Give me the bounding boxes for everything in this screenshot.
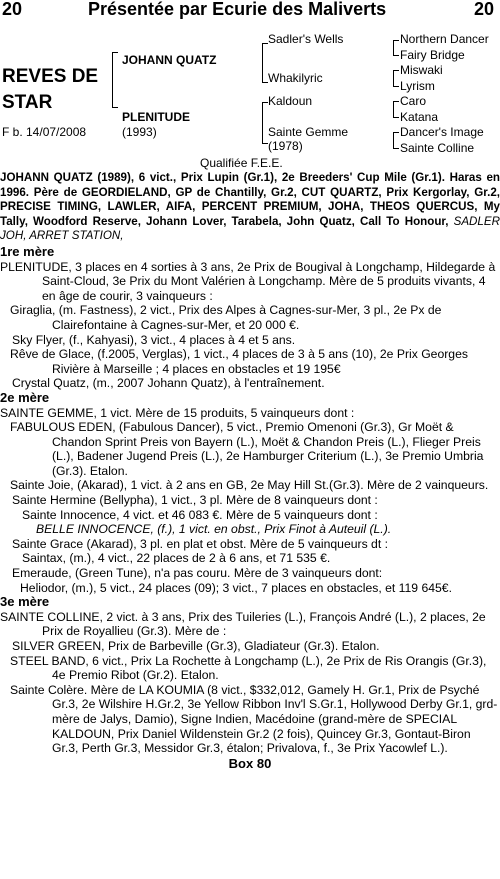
box-number: Box 80 [228,755,272,771]
pedigree-grandsire: Sadler's Wells [268,32,344,46]
pedigree-gg-6: Katana [400,110,439,124]
pedigree-dam: PLENITUDE [122,110,191,124]
pedigree-bracket-1 [393,40,399,56]
produce-item: Sainte Joie, (Akarad), 1 vict. à 2 ans en GB, 2e May Hill St.(Gr.3). Mère de 2 vainqueurs. [10,478,489,493]
pedigree-gg-3: Miswaki [400,63,443,77]
pedigree-gg-7: Dancer's Image [400,125,484,139]
produce-item: BELLE INNOCENCE, (f.), 1 vict. en obst., Prix Finot à Auteuil (L.). [36,522,392,537]
qualification: Qualifiée F.E.E. [200,156,283,170]
pedigree-granddam-year: (1978) [268,139,303,153]
lot-number-right: 20 [474,0,495,19]
produce-item: Sainte Hermine (Bellypha), 1 vict., 3 pl. Mère de 8 vainqueurs dont : [12,493,378,508]
produce-item: Sainte Innocence, 4 vict. et 46 083 €. Mère de 5 vainqueurs dont : [22,507,378,522]
produce-item: SILVER GREEN, Prix de Barbeville (Gr.3), Gladiateur (Gr.3). Etalon. [12,639,380,653]
horse-name-line1: REVES DE [2,66,99,87]
produce-item: FABULOUS EDEN, (Fabulous Dancer), 5 vict., Premio Omenoni (Gr.3), Gr Moët & Chandon Sprint Preis von Bayern (L.), Moët & Chandon Preis (L.), Flieger Preis (L.), Badener Jugend Preis (L.), 2e Hamburger Criterium (L.), 3e Premio Umbria (Gr.3). Etalon. [10,420,484,478]
pedigree-bracket-3 [393,101,399,118]
catalogue-body [0,171,500,771]
produce-item: Emeraude, (Green Tune), n'a pas couru. Mère de 3 vainqueurs dont: [12,566,383,581]
lot-number: 20 [2,0,23,19]
produce-item: Sainte Grace (Akarad), 3 pl. en plat et obst. Mère de 5 vainqueurs dt : [12,536,388,551]
pedigree-gg-4: Lyrism [400,79,435,93]
pedigree-bracket-2 [393,70,399,87]
pedigree-granddam: Sainte Gemme [268,125,349,139]
produce-item: Sky Flyer, (f., Kahyasi), 3 vict., 4 places à 4 et 5 ans. [12,332,296,347]
pedigree-sire: JOHANN QUATZ [122,53,217,67]
horse-birth: F b. 14/07/2008 [2,125,87,139]
sire-description: JOHANN QUATZ (1989), 6 vict., Prix Lupin (Gr.1), 2e Breeders' Cup Mile (Gr.1). Haras en 1996. Père de GEORDIELAND, GP de Chantilly, Gr.2, CUT QUARTZ, Prix Kergorlay, Gr.2, PRECISE TIMING, LAWLER, AIFA, PERCENT PREMIUM, JOHA, THEOS QUERCUS, My Tally, Woodford Reserve, Johann Lover, Tarabela, John Quatz, Call To Honour, SADLER JOH, ARRET STATION, [0,171,500,243]
pedigree-granddam-sire-side: Whakilyric [268,71,323,85]
produce-item: Crystal Quatz, (m., 2007 Johann Quatz), à l'entraînement. [12,376,325,391]
produce-item: Sainte Colère. Mère de LA KOUMIA (8 vict., $332,012, Gamely H. Gr.1, Prix de Psyché Gr.3, 2e Wilshire H.Gr.2, 3e Yellow Ribbon Inv'l S.Gr.1, Hollywood Derby Gr.1, grd-mère de Jalys, Damio), Signe Indien, Macédoine (grand-mère de SPECIAL KALDOUN, Prix Daniel Wildenstein Gr.2 (2 fois), Quincey Gr.3, Gontaut-Biron Gr.3, Perth Gr.3, Messidor Gr.3, étalon; Privalova, f., 3e Prix Yacowlef L.). [10,682,498,756]
consignor-title: Présentée par Ecurie des Maliverts [88,0,387,19]
pedigree-gg-1: Northern Dancer [400,32,489,46]
produce-item: Heliodor, (m.), 5 vict., 24 places (09); 3 vict., 7 places en obstacles, et 119 645€. [20,580,452,595]
horse-name-line2: STAR [2,92,53,113]
pedigree-bracket-4 [393,132,399,149]
pedigree-dam-year: (1993) [122,125,157,139]
produce-item: STEEL BAND, 6 vict., Prix La Rochette à Longchamp (L.), 2e Prix de Ris Orangis (Gr.3), 4e Premio Ribot (Gr.2). Etalon. [10,653,487,683]
pedigree-bracket-main [112,52,118,108]
pedigree-grandsire-dam-side: Kaldoun [268,94,313,108]
first-dam-intro: PLENITUDE, 3 places en 4 sorties à 3 ans, 2e Prix de Bougival à Longchamp, Hildegarde à Saint-Cloud, 3e Prix du Mont Valérien à Longchamp. Mère de 5 produits vivants, 4 en âge de courir, 3 vainqueurs : [0,259,496,303]
pedigree-gg-2: Fairy Bridge [400,48,465,62]
produce-item: Saintax, (m.), 4 vict., 22 places de 2 à 6 ans, et 71 535 €. [22,551,331,566]
pedigree-gg-5: Caro [400,94,427,108]
section-first-dam: 1re mère [0,243,55,259]
produce-item: Rêve de Glace, (f.2005, Verglas), 1 vict., 4 places de 3 à 5 ans (10), 2e Prix Georges Rivière à Marseille ; 4 places en obstacles et 19 195€ [10,347,468,376]
section-second-dam: 2e mère [0,389,50,405]
section-third-dam: 3e mère [0,594,50,610]
pedigree-gg-8: Sainte Colline [400,141,475,155]
second-dam-intro: SAINTE GEMME, 1 vict. Mère de 15 produits, 5 vainqueurs dont : [0,405,355,420]
produce-item: Giraglia, (m. Fastness), 2 vict., Prix des Alpes à Cagnes-sur-Mer, 3 pl., 2e Px de Clairefontaine à Cagnes-sur-Mer, et 20 000 €. [10,303,442,332]
third-dam-intro: SAINTE COLLINE, 2 vict. à 3 ans, Prix des Tuileries (L.), François André (L.), 2 places, 2e Prix de Royallieu (Gr.3). Mère de : [0,609,486,639]
